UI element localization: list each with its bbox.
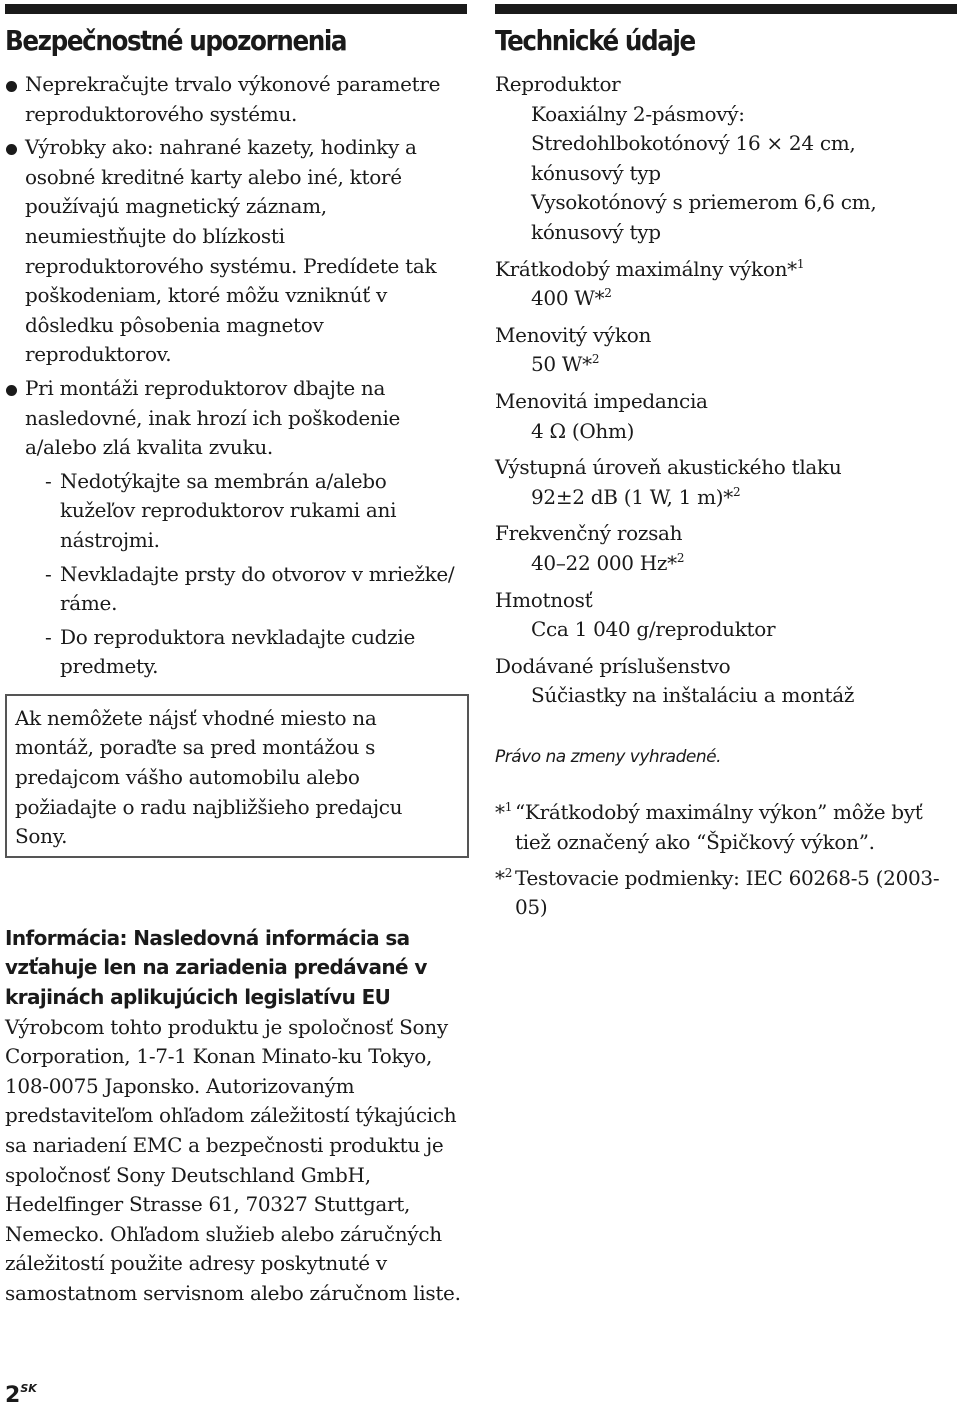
eu-info-title: Informácia: Nasledovná informácia sa vzťahuje len na zariadenia predávané v krajinách aplikujúcich legislatívu EU — [5, 925, 427, 1010]
spec-value: Súčiastky na inštaláciu a montáž — [531, 683, 855, 708]
spec-speaker — [495, 70, 957, 248]
spec-label: Menovitá impedancia — [495, 388, 708, 413]
spec-label: Dodávané príslušenstvo — [495, 653, 731, 678]
footnote: *$^2$ Testovacie podmienky: IEC 60268-5 (2003-05) — [495, 865, 940, 920]
page-number: $2^{SK}$ — [5, 1382, 37, 1408]
spec-impedance — [495, 387, 957, 446]
spec-rated-power — [495, 321, 957, 380]
spec-value: Stredohlbokotónový 16 × 24 cm, — [531, 131, 856, 156]
spec-value: kónusový typ — [531, 160, 661, 185]
safety-bullet: Pri montáži reproduktorov dbajte na nasledovné, inak hrozí ich poškodenie a/alebo zlá kvalita zvuku. — [5, 374, 467, 463]
spec-value: 50 W*$^2$ — [531, 352, 600, 377]
safety-column — [5, 0, 467, 1309]
mounting-note: - Nedotýkajte sa membrán a/alebo kužeľov reproduktorov rukami ani nástrojmi. — [45, 468, 397, 552]
spec-label: Výstupná úroveň akustického tlaku — [495, 455, 842, 480]
rights-note: Právo na zmeny vyhradené. — [495, 746, 721, 767]
mounting-note: - Do reproduktora nevkladajte cudzie predmety. — [45, 624, 416, 679]
spec-value: kónusový typ — [531, 219, 661, 244]
section-rule — [5, 4, 467, 14]
spec-value: 92±2 dB (1 W, 1 m)*$^2$ — [531, 484, 741, 509]
section-rule — [495, 4, 957, 14]
spec-label: Menovitý výkon — [495, 322, 652, 347]
specs-title: Technické údaje — [495, 24, 695, 57]
spec-peak-power — [495, 255, 957, 314]
safety-list — [5, 70, 467, 463]
dealer-notice-box: Ak nemôžete nájsť vhodné miesto na montáž, poraďte sa pred montážou s predajcom vášho automobilu alebo požiadajte o radu najbližšieho predajcu Sony. — [5, 694, 469, 858]
spec-label: Reproduktor — [495, 72, 621, 96]
eu-info-text: Výrobcom tohto produktu je spoločnosť Sony Corporation, 1-7-1 Konan Minato-ku Tokyo, 108-0075 Japonsko. Autorizovaným predstaviteľom ohľadom záležitostí týkajúcich sa nariadení EMC a bezpečnosti produktu je spoločnosť Sony Deutschland GmbH, Hedelfinger Strasse 61, 70327 Stuttgart, Nemecko. Ohľadom služieb alebo záručných záležitostí použite adresy poskytnuté v samostatnom servisnom alebo záručnom liste. — [5, 1014, 461, 1305]
spec-value: Cca 1 040 g/reproduktor — [531, 617, 776, 642]
spec-label: Krátkodobý maximálny výkon*$^1$ — [495, 256, 805, 281]
spec-label: Frekvenčný rozsah — [495, 521, 683, 546]
safety-title: Bezpečnostné upozornenia — [5, 24, 347, 57]
spec-label: Hmotnosť — [495, 587, 593, 612]
spec-spl — [495, 453, 957, 512]
specs-column — [495, 0, 957, 929]
spec-value: 4 Ω (Ohm) — [531, 418, 635, 443]
spec-value: 40–22 000 Hz*$^2$ — [531, 550, 685, 575]
safety-bullet: Neprekračujte trvalo výkonové parametre reproduktorového systému. — [5, 70, 467, 129]
footnote: *$^1$ “Krátkodobý maximálny výkon” môže byť tiež označený ako “Špičkový výkon”. — [495, 800, 923, 855]
eu-info-block — [5, 924, 467, 1309]
spec-value: Vysokotónový s priemerom 6,6 cm, — [531, 190, 877, 215]
spec-frequency — [495, 519, 957, 578]
spec-mass — [495, 586, 957, 645]
spec-value: Koaxiálny 2-pásmový: — [531, 101, 745, 126]
safety-bullet: Výrobky ako: nahrané kazety, hodinky a osobné kreditné karty alebo iné, ktoré používajú magnetický záznam, neumiestňujte do blízkosti reproduktorového systému. Predídete tak poškodeniam, ktoré môžu vzniknúť v dôsledku pôsobenia magnetov reproduktorov. — [5, 133, 467, 370]
spec-accessories — [495, 652, 957, 711]
spec-value: 400 W*$^2$ — [531, 286, 612, 311]
mounting-note: - Nevkladajte prsty do otvorov v mriežke/ ráme. — [45, 561, 455, 616]
